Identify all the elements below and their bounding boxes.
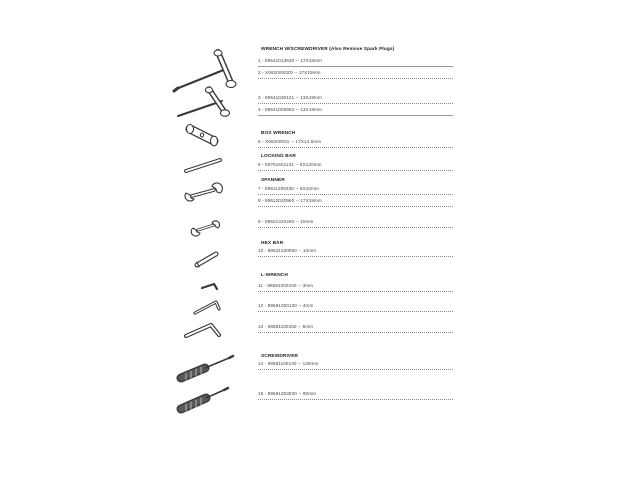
- leader-rule: [258, 147, 453, 148]
- leader-rule: [258, 227, 453, 228]
- leader-rule: [258, 194, 453, 195]
- screwdriver-80mm-icon: [181, 388, 228, 411]
- small-t-wrench-icon: [178, 87, 230, 116]
- locking-bar-icon: [186, 160, 220, 171]
- part-item-7: 7 - 89511200330 -- 8X10mm: [258, 186, 319, 191]
- leader-rule: [258, 170, 453, 171]
- leader-rule: [258, 206, 453, 207]
- part-item-3: 3 - 89541030131 -- 13X19mm: [258, 95, 322, 100]
- section-heading-box-wrench: BOX WRENCH: [261, 131, 296, 136]
- screwdriver-125mm-icon: [181, 356, 233, 380]
- part-item-1: 1 - 89541013630 -- 17X19mm: [258, 58, 322, 63]
- leader-rule: [258, 78, 453, 79]
- part-item-2: 2 - X66200002D -- 17X19mm: [258, 70, 321, 75]
- t-wrench-screwdriver-icon: [174, 50, 236, 91]
- part-item-9: 9 - 89521320260 -- 10mm: [258, 219, 314, 224]
- leader-rule: [258, 115, 453, 116]
- part-item-14: 14 - 89581100130 -- 125mm: [258, 361, 319, 366]
- leader-rule: [258, 311, 453, 312]
- part-item-4: 4 - 89541005962 -- 13X19mm: [258, 107, 322, 112]
- section-heading-locking-bar: LOCKING BAR: [261, 154, 296, 159]
- part-item-11: 11 - 89581000430 -- 3mm: [258, 283, 314, 288]
- part-item-12: 12 - 89581000130 -- 4mm: [258, 303, 314, 308]
- l-wrench-5mm-icon: [186, 325, 219, 336]
- part-item-15: 15 - 89581203930 -- 80mm: [258, 391, 317, 396]
- spanner-icon: [185, 183, 222, 201]
- leader-rule: [258, 291, 453, 292]
- part-item-8: 8 - 89512020960 -- 17X19mm: [258, 198, 322, 203]
- leader-rule: [258, 369, 453, 370]
- section-heading-l-wrench: L-WRENCH: [261, 273, 288, 278]
- box-wrench-icon: [187, 125, 218, 146]
- leader-rule: [258, 103, 453, 104]
- part-item-13: 13 - 89581100330 -- 5mm: [258, 324, 314, 329]
- l-wrench-4mm-icon: [195, 302, 219, 313]
- leader-rule: [258, 256, 453, 257]
- l-wrench-3mm-icon: [202, 284, 217, 289]
- leader-rule: [258, 399, 453, 400]
- part-item-5: 5 - X66200031 -- 17X14.5mm: [258, 139, 322, 144]
- section-heading-spanner: SPANNER: [261, 178, 285, 183]
- small-spanner-icon: [191, 221, 219, 236]
- hex-bar-icon: [197, 254, 216, 267]
- part-item-6: 6 - 89751601131 -- 5X120mm: [258, 162, 322, 167]
- section-heading-screwdriver: SCREWDRIVER: [261, 354, 299, 359]
- leader-rule: [258, 332, 453, 333]
- leader-rule: [258, 66, 453, 67]
- section-heading-wrench-screwdriver: WRENCH W/SCREWDRIVER (Also Remove Spark Plugs): [261, 47, 395, 52]
- part-item-10: 10 - 89541220960 -- 10mm: [258, 248, 317, 253]
- section-heading-hex-bar: HEX BAR: [261, 241, 284, 246]
